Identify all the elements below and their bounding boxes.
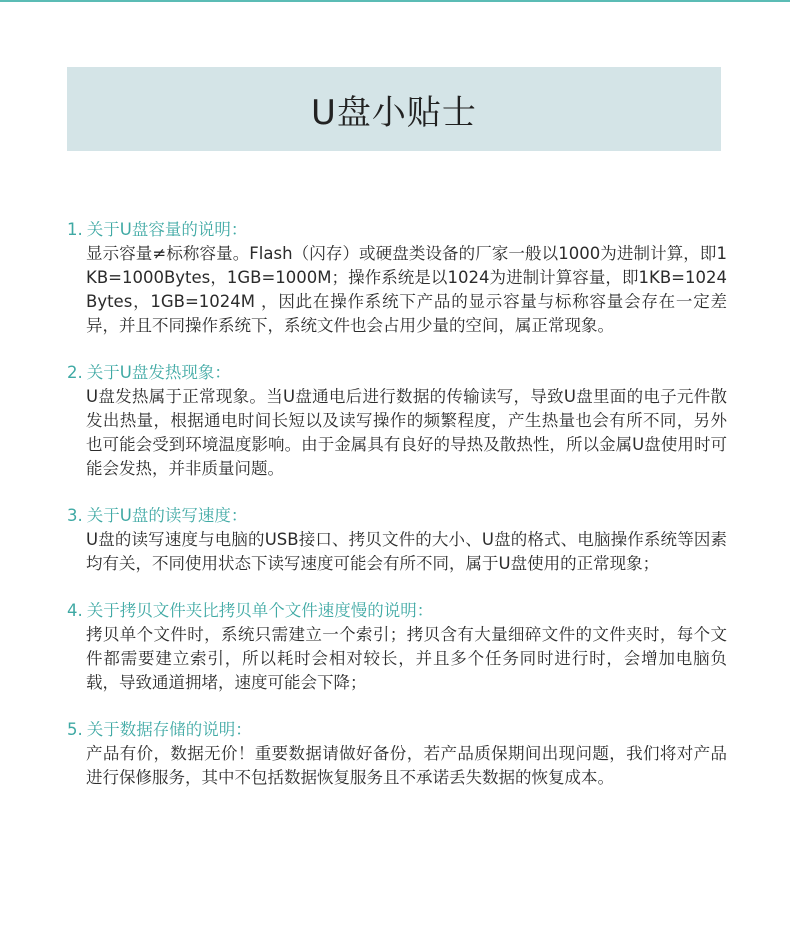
tip-number: 2. (67, 363, 83, 382)
tip-number: 5. (67, 720, 83, 739)
top-accent-line (0, 0, 790, 2)
tip-body: U盘的读写速度与电脑的USB接口、拷贝文件的大小、U盘的格式、电脑操作系统等因素均有关，不同使用状态下读写速度可能会有所不同，属于U盘使用的正常现象； (86, 530, 727, 573)
tip-heading (67, 218, 727, 242)
tip-section-data-storage (67, 718, 727, 790)
tip-heading-text: 关于数据存储的说明： (86, 720, 252, 739)
tip-body: U盘发热属于正常现象。当U盘通电后进行数据的传输读写，导致U盘里面的电子元件散发出热量，根据通电时间长短以及读写操作的频繁程度，产生热量也会有所不同，另外也可能会受到环境温度影响。由于金属具有良好的导热及散热性，所以金属U盘使用时可能会发热，并非质量问题。 (86, 387, 727, 478)
tip-body: 显示容量≠标称容量。Flash（闪存）或硬盘类设备的厂家一般以1000为进制计算，即1KB=1000Bytes，1GB=1000M；操作系统是以1024为进制计算容量，即1KB=1024 Bytes，1GB=1024M ，因此在操作系统下产品的显示容量与标称容量会存在一定差异，并且不同操作系统下，系统文件也会占用少量的空间，属正常现象。 (86, 244, 727, 335)
tip-number: 1. (67, 220, 83, 239)
tip-section-speed (67, 504, 727, 576)
tip-heading-text: 关于U盘发热现象： (86, 363, 231, 382)
tip-heading (67, 361, 727, 385)
title-banner (67, 67, 721, 151)
tip-section-heat (67, 361, 727, 481)
tip-heading (67, 504, 727, 528)
tip-heading (67, 599, 727, 623)
tip-heading (67, 718, 727, 742)
tip-heading-text: 关于拷贝文件夹比拷贝单个文件速度慢的说明： (86, 601, 434, 620)
tip-section-folder-copy (67, 599, 727, 695)
page-title: U盘小贴士 (311, 92, 477, 133)
tip-section-capacity (67, 218, 727, 338)
tip-heading-text: 关于U盘的读写速度： (86, 506, 248, 525)
tip-number: 3. (67, 506, 83, 525)
tip-body: 产品有价，数据无价！重要数据请做好备份，若产品质保期间出现问题，我们将对产品进行保修服务，其中不包括数据恢复服务且不承诺丢失数据的恢复成本。 (86, 744, 727, 787)
tip-body: 拷贝单个文件时，系统只需建立一个索引；拷贝含有大量细碎文件的文件夹时，每个文件都需要建立索引，所以耗时会相对较长，并且多个任务同时进行时，会增加电脑负载，导致通道拥堵，速度可能会下降； (86, 625, 727, 692)
tip-number: 4. (67, 601, 83, 620)
tip-heading-text: 关于U盘容量的说明： (86, 220, 248, 239)
tips-list (67, 218, 727, 813)
